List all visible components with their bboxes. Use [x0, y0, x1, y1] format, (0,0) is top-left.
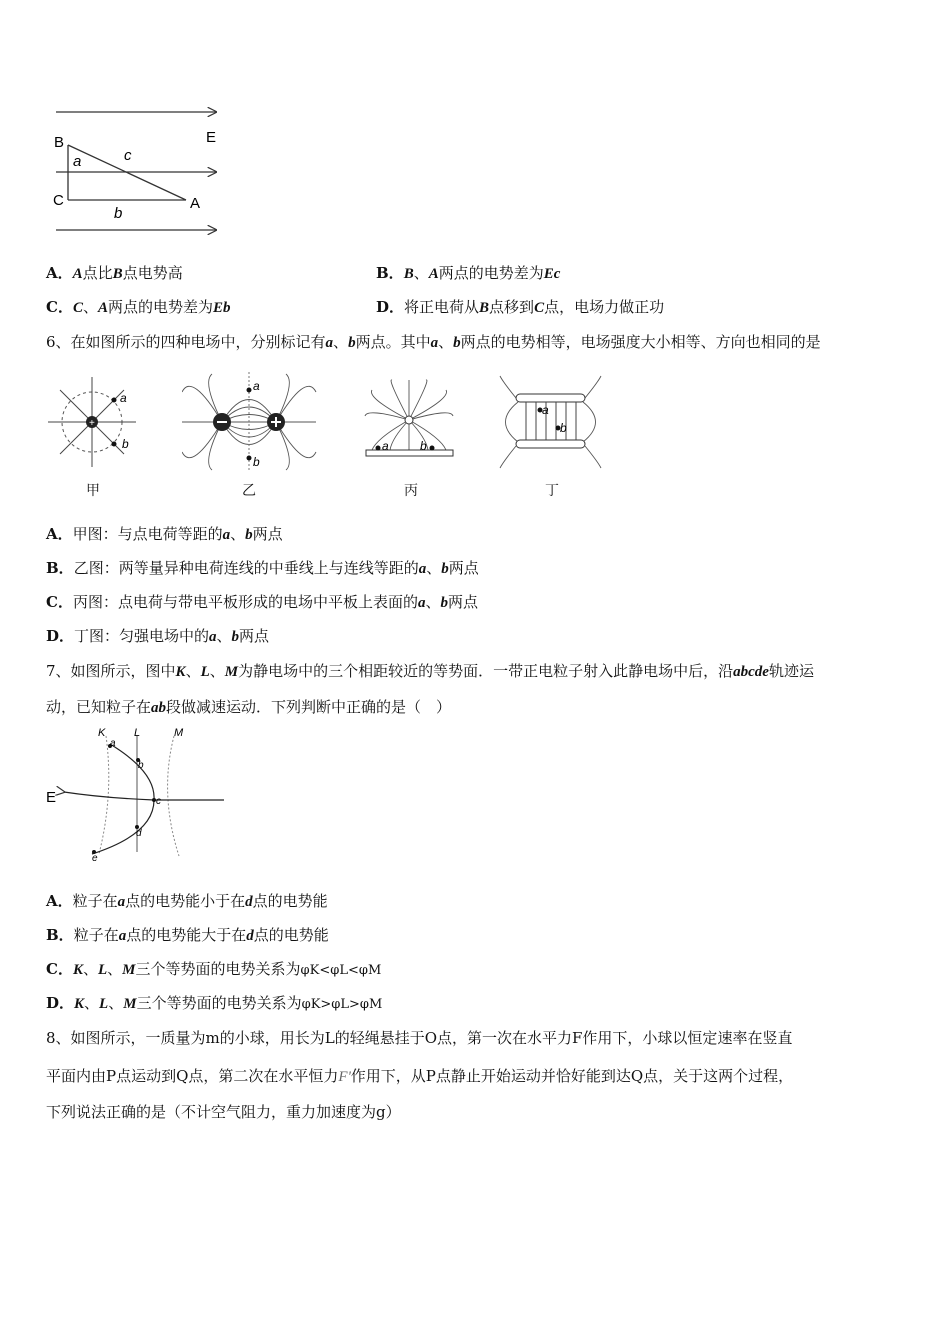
q6-figure-yi [182, 372, 317, 472]
svg-text:a: a [120, 391, 127, 405]
q6-figure-ding [498, 372, 603, 472]
q5-option-c: C．C、A两点的电势差为Eb [46, 298, 231, 316]
q6-figure-bing [362, 378, 457, 463]
label-b: b [114, 205, 123, 222]
q6-figure-jia [46, 372, 141, 472]
svg-text:c: c [156, 796, 161, 807]
q7-option-d: D．K、L、M三个等势面的电势关系为φK>φL>φM [46, 994, 383, 1012]
label-a: a [73, 153, 82, 170]
q7-option-a: A．粒子在a点的电势能小于在d点的电势能 [46, 892, 328, 910]
svg-text:d: d [136, 828, 142, 839]
svg-text:b: b [420, 439, 427, 453]
q5-option-b: B．B、A两点的电势差为Ec [376, 264, 561, 282]
q7-stem-line1: 7、如图所示，图中K、L、M为静电场中的三个相距较近的等势面．一带正电粒子射入此静电场中后，沿abcde轨迹运 [46, 662, 814, 680]
label-E: E [206, 129, 217, 146]
caption-jia: 甲 [86, 483, 100, 499]
svg-text:K: K [98, 727, 106, 739]
svg-text:+: + [89, 418, 95, 429]
q8-stem-line1: 8、如图所示，一质量为m的小球，用长为L的轻绳悬挂于O点，第一次在水平力F作用下，小球以恒定速率在竖直 [46, 1029, 793, 1047]
q5-figure [46, 100, 226, 245]
q8-stem-line3: 下列说法正确的是（不计空气阻力，重力加速度为g） [46, 1103, 401, 1121]
svg-text:L: L [134, 727, 141, 739]
q6-option-d: D．丁图：匀强电场中的a、b两点 [46, 627, 270, 645]
svg-text:a: a [110, 738, 116, 749]
svg-text:b: b [560, 421, 567, 435]
q7-option-c: C．K、L、M三个等势面的电势关系为φK<φL<φM [46, 960, 382, 978]
field-line-E [64, 792, 224, 800]
caption-bing: 丙 [404, 483, 418, 499]
label-B: B [54, 134, 65, 151]
svg-text:b: b [253, 455, 260, 469]
svg-text:E: E [46, 789, 57, 806]
svg-text:b: b [122, 437, 129, 451]
label-c: c [124, 147, 132, 164]
q6-option-a: A．甲图：与点电荷等距的a、b两点 [46, 525, 283, 543]
svg-text:a: a [382, 439, 389, 453]
svg-text:e: e [92, 853, 98, 864]
svg-text:b: b [138, 760, 144, 771]
q5-option-d: D．将正电荷从B点移到C点，电场力做正功 [376, 298, 665, 316]
equipotential-K [99, 736, 109, 854]
svg-text:M: M [174, 727, 184, 739]
caption-yi: 乙 [242, 483, 256, 499]
svg-text:a: a [542, 403, 549, 417]
q7-option-b: B．粒子在a点的电势能大于在d点的电势能 [46, 926, 329, 944]
svg-text:a: a [253, 379, 260, 393]
q6-stem: 6、在如图所示的四种电场中，分别标记有a、b两点。其中a、b两点的电势相等，电场强度大小相等、方向也相同的是 [46, 333, 821, 351]
label-C: C [53, 192, 64, 209]
label-A: A [190, 195, 201, 212]
q6-option-c: C．丙图：点电荷与带电平板形成的电场中平板上表面的a、b两点 [46, 593, 478, 611]
q8-stem-line2: 平面内由P点运动到Q点，第二次在水平恒力F'作用下，从P点静止开始运动并恰好能到达Q点，关于这两个过程， [46, 1067, 794, 1085]
caption-ding: 丁 [545, 483, 559, 499]
q6-option-b: B．乙图：两等量异种电荷连线的中垂线上与连线等距的a、b两点 [46, 559, 479, 577]
q5-option-a: A．A点比B点电势高 [46, 264, 183, 282]
q7-figure [44, 724, 234, 864]
q7-stem-line2: 动，已知粒子在ab段做减速运动．下列判断中正确的是（ ） [46, 698, 452, 716]
equipotential-M [168, 736, 179, 856]
